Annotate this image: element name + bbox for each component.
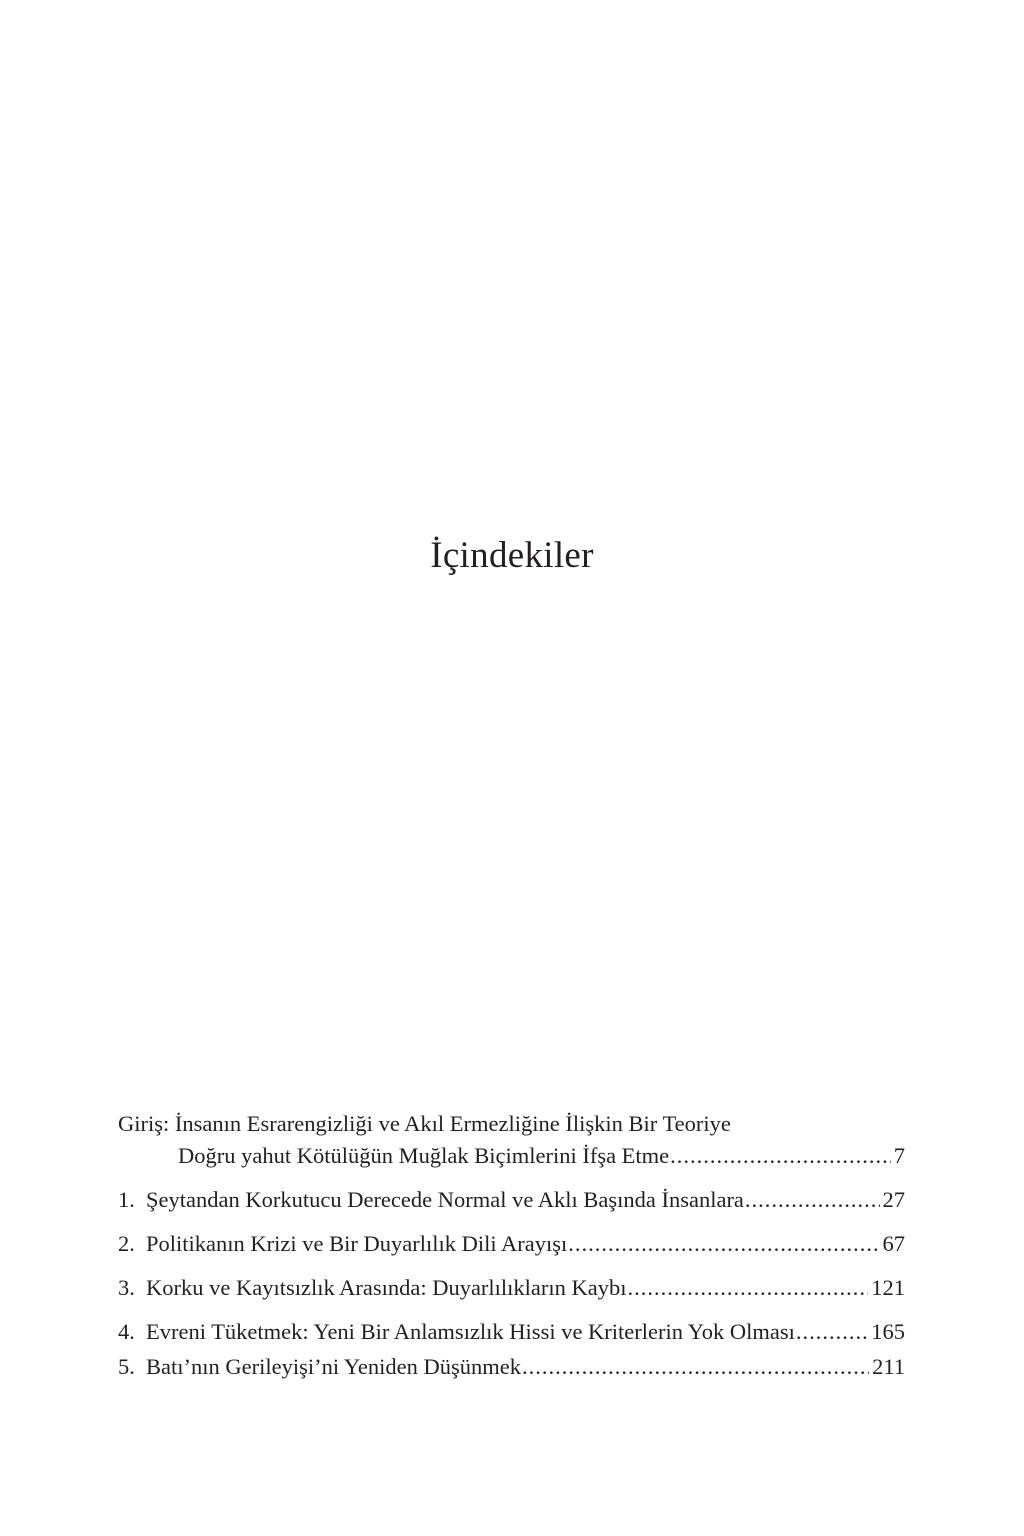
toc-page-number: 211	[872, 1354, 905, 1379]
toc-page-number: 7	[893, 1143, 905, 1168]
toc-chapter-title-text: Şeytandan Korkutucu Derecede Normal ve Aklı Başında İnsanlara	[146, 1187, 744, 1212]
dot-leader	[745, 1184, 880, 1216]
toc-entry-chapter-4	[118, 1316, 905, 1348]
toc-chapter-title-text: Evreni Tüketmek: Yeni Bir Anlamsızlık Hissi ve Kriterlerin Yok Olması	[146, 1319, 795, 1344]
toc-chapter-title	[118, 1272, 627, 1304]
toc-chapter-title-text: Batı’nın Gerileyişi’ni Yeniden Düşünmek	[146, 1354, 521, 1379]
toc-page-number: 165	[871, 1319, 905, 1344]
toc-chapter-title-text: Politikanın Krizi ve Bir Duyarlılık Dili Arayışı	[146, 1231, 568, 1256]
toc-entry-chapter-2	[118, 1228, 905, 1260]
toc-chapter-title	[118, 1316, 795, 1348]
toc-entry-chapter-5	[118, 1351, 905, 1383]
toc-entry-intro	[118, 1108, 905, 1172]
toc-intro-title-line-2: Doğru yahut Kötülüğün Muğlak Biçimlerini İfşa Etme	[178, 1143, 670, 1168]
toc-intro-line-1	[118, 1108, 905, 1140]
toc-chapter-number: 5.	[118, 1354, 135, 1379]
toc-entry-chapter-3	[118, 1272, 905, 1304]
dot-leader	[568, 1228, 879, 1260]
toc-chapter-title	[118, 1351, 521, 1383]
dot-leader	[796, 1316, 868, 1348]
page-title: İçindekiler	[430, 535, 594, 576]
toc-chapter-title	[118, 1228, 567, 1260]
toc-chapter-number: 2.	[118, 1231, 135, 1256]
table-of-contents	[118, 1108, 905, 1383]
toc-chapter-number: 3.	[118, 1275, 135, 1300]
toc-intro-title-line-1: Giriş: İnsanın Esrarengizliği ve Akıl Ermezliğine İlişkin Bir Teoriye	[118, 1111, 731, 1136]
toc-chapter-title	[118, 1184, 744, 1216]
toc-entry-chapter-1	[118, 1184, 905, 1216]
dot-leader	[628, 1272, 869, 1304]
toc-chapter-title-text: Korku ve Kayıtsızlık Arasında: Duyarlılıkların Kaybı	[146, 1275, 627, 1300]
toc-page-number: 27	[882, 1187, 905, 1212]
dot-leader	[670, 1140, 891, 1172]
toc-chapter-number: 1.	[118, 1187, 135, 1212]
toc-chapter-number: 4.	[118, 1319, 135, 1344]
toc-page-number: 67	[882, 1231, 905, 1256]
toc-page-number: 121	[871, 1275, 905, 1300]
toc-intro-line-2	[118, 1140, 905, 1172]
dot-leader	[522, 1351, 869, 1383]
